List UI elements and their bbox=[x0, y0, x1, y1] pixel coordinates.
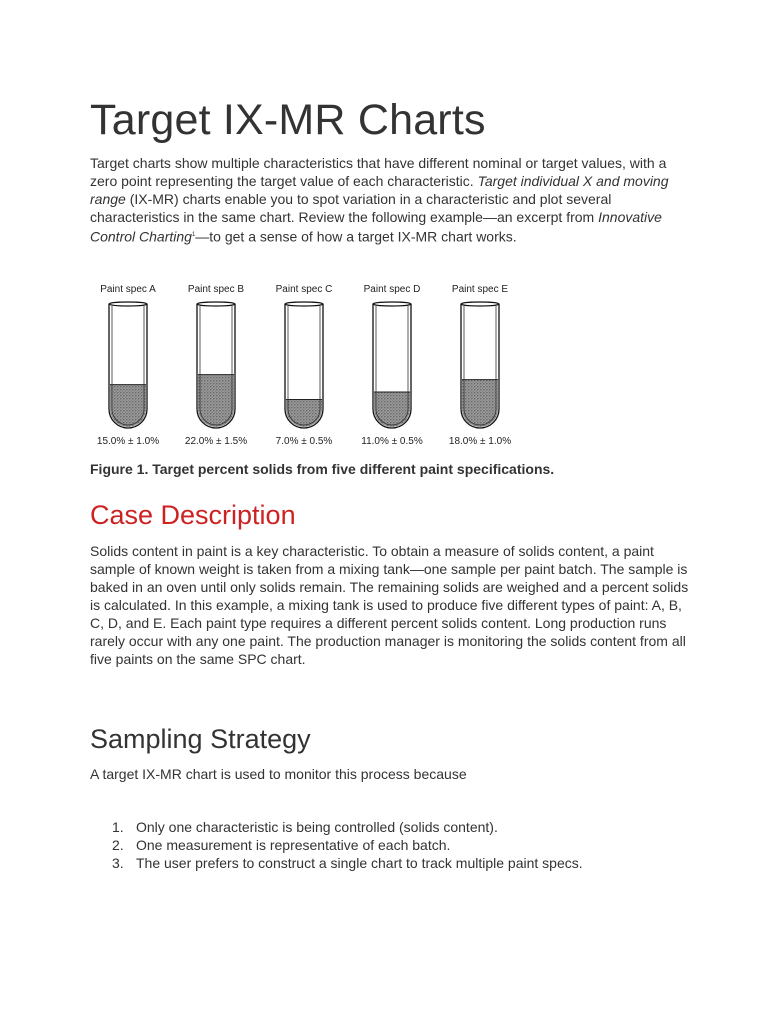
tube-rim bbox=[373, 302, 411, 306]
sampling-strategy-paragraph: A target IX-MR chart is used to monitor this process because bbox=[90, 766, 467, 782]
tube-spec: 15.0% ± 1.0% bbox=[96, 436, 160, 447]
case-description-paragraph: Solids content in paint is a key characteristic. To obtain a measure of solids content, a paint sample of known weight is taken from a mixing tank—one sample per paint batch. The sample is baked in an oven until only solids remain. The remaining solids are weighed and a percent solids is calculated. In this example, a mixing tank is used to produce five different types of paint: A, B, C, D, and E. Each paint type requires a different percent solids content. Long production runs rarely occur with any one paint. The production manager is monitoring the solids content from all five paints on the same SPC chart. bbox=[90, 543, 689, 667]
intro-paragraph: Target charts show multiple characteristics that have different nominal or target values, with a zero point representing the target value of each characteristic. Target individual X and moving range (IX-MR) charts enable you to spot variation in a characteristic and plot several characteristics in the same chart. Review the following example—an excerpt from Innovative Control Charting$^1$—to get a sense of how a target IX-MR chart works. bbox=[90, 155, 669, 245]
case-description-heading: Case Description bbox=[90, 500, 296, 530]
liquid-fill bbox=[462, 380, 498, 427]
test-tube-e bbox=[449, 284, 511, 447]
reasons-list bbox=[90, 818, 583, 872]
test-tube-c bbox=[276, 284, 333, 447]
footnote-marker: 1 bbox=[191, 232, 196, 238]
tube-rim bbox=[109, 302, 147, 306]
liquid-fill bbox=[110, 385, 146, 427]
tube-label: Paint spec B bbox=[187, 284, 245, 295]
tube-rim bbox=[461, 302, 499, 306]
figure-caption: Figure 1. Target percent solids from five different paint specifications. bbox=[90, 461, 555, 477]
tube-rim bbox=[197, 302, 235, 306]
tube-spec: 18.0% ± 1.0% bbox=[448, 436, 512, 447]
tube-spec: 22.0% ± 1.5% bbox=[184, 436, 248, 447]
liquid-fill bbox=[374, 392, 410, 427]
tube-spec: 7.0% ± 0.5% bbox=[275, 436, 333, 447]
test-tube-d bbox=[361, 284, 423, 447]
intro-emphasis: Target individual X and moving range bbox=[90, 173, 669, 207]
tube-spec: 11.0% ± 0.5% bbox=[361, 436, 423, 447]
tube-rim bbox=[285, 302, 323, 306]
list-item: 1. Only one characteristic is being controlled (solids content). bbox=[112, 819, 498, 835]
list-item: 3. The user prefers to construct a single chart to track multiple paint specs. bbox=[112, 855, 583, 871]
page-title: Target IX-MR Charts bbox=[90, 96, 486, 144]
list-item: 2. One measurement is representative of each batch. bbox=[112, 837, 451, 853]
tube-label: Paint spec D bbox=[363, 284, 421, 295]
tube-label: Paint spec C bbox=[275, 284, 333, 295]
sampling-strategy-heading: Sampling Strategy bbox=[90, 724, 311, 754]
tube-label: Paint spec E bbox=[451, 284, 509, 295]
test-tube-a bbox=[97, 284, 159, 447]
tube-label: Paint spec A bbox=[100, 284, 156, 295]
book-title: Innovative Control Charting bbox=[90, 209, 662, 245]
paint-spec-figure bbox=[90, 278, 530, 448]
test-tube-b bbox=[185, 284, 247, 447]
